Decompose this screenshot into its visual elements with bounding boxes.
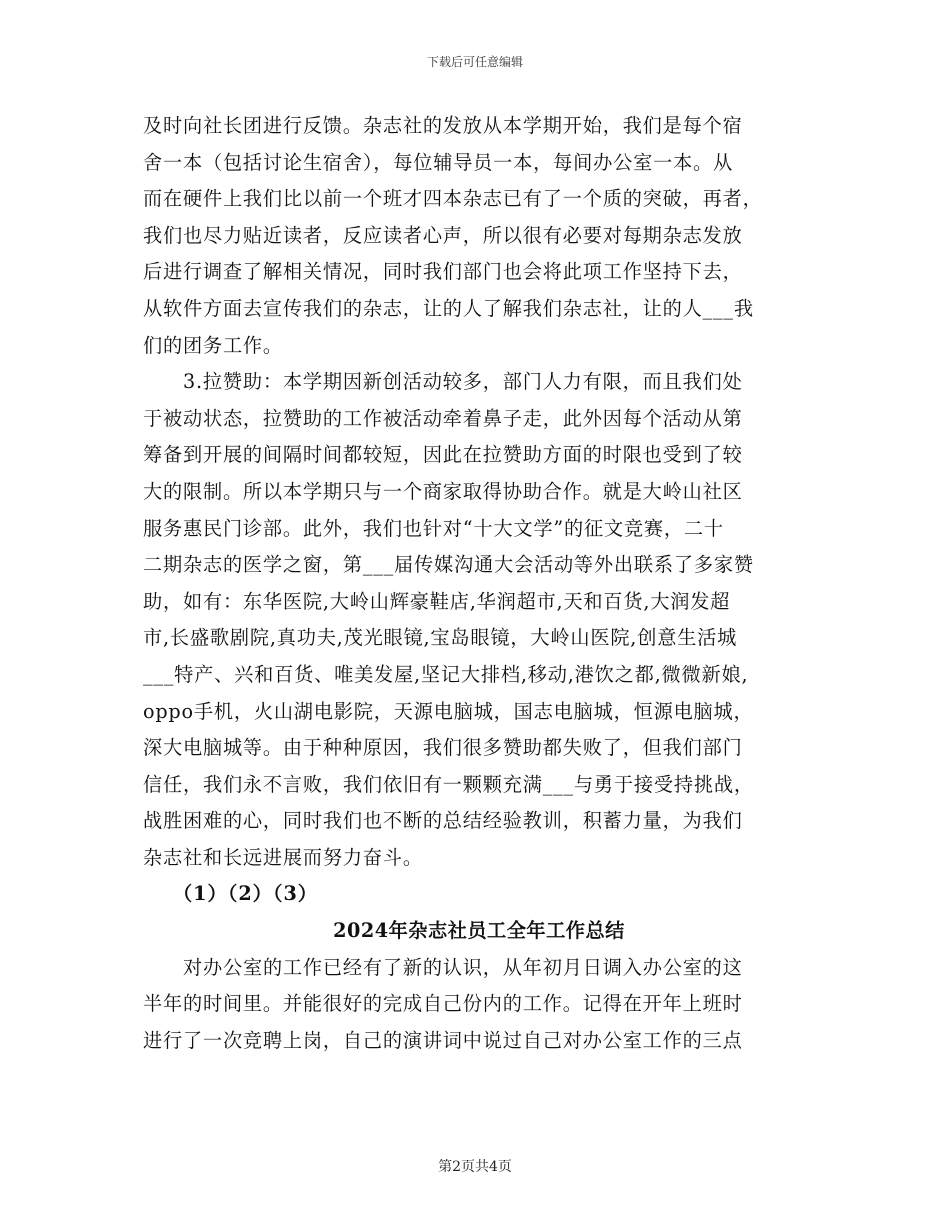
document-body [143,108,815,1059]
body-line: oppo手机，火山湖电影院，天源电脑城，国志电脑城，恒源电脑城， [143,699,754,723]
page-number: 第2页共4页 [438,1159,512,1175]
body-line: 二期杂志的医学之窗，第___届传媒沟通大会活动等外出联系了多家赞 [143,553,754,577]
body-line: 及时向社长团进行反馈。杂志社的发放从本学期开始，我们是每个宿 [143,114,743,137]
section-heading-line: 3.拉赞助：本学期因新创活动较多，部门人力有限，而且我们处 [183,370,743,394]
body-line: 于被动状态，拉赞助的工作被活动牵着鼻子走，此外因每个活动从第 [143,406,743,430]
page-header-note: 下载后可任意编辑 [426,55,523,69]
body-line: 深大电脑城等。由于种种原因，我们很多赞助都失败了，但我们部门 [143,736,743,760]
body-line: 大的限制。所以本学期只与一个商家取得协助合作。就是大岭山社区 [143,479,743,503]
body-line: 市,长盛歌剧院,真功夫,茂光眼镜,宝岛眼镜，大岭山医院,创意生活城 [143,626,738,650]
body-line: 后进行调查了解相关情况，同时我们部门也会将此项工作坚持下去， [143,260,743,284]
body-line: 而在硬件上我们比以前一个班才四本杂志已有了一个质的突破，再者， [143,187,763,211]
body-line: 服务惠民门诊部。此外，我们也针对“十大文学”的征文竞赛，二十 [143,516,724,540]
document-title: 2024年杂志社员工全年工作总结 [333,919,625,943]
list-markers: （1）（2）（3） [173,882,318,906]
body-line: 杂志社和长远进展而努力奋斗。 [143,845,423,869]
body-line: ___特产、兴和百货、唯美发屋,坚记大排档,移动,港饮之都,微微新娘, [143,662,749,686]
body-line: 们的团务工作。 [143,333,283,357]
body-line: 从软件方面去宣传我们的杂志，让的人了解我们杂志社，让的人___我 [143,296,754,320]
body-line: 进行了一次竞聘上岗，自己的演讲词中说过自己对办公室工作的三点 [143,1028,743,1052]
body-line: 信任，我们永不言败，我们依旧有一颗颗充满___与勇于接受持挑战， [143,772,754,796]
body-line: 我们也尽力贴近读者，反应读者心声，所以很有必要对每期杂志发放 [143,223,743,247]
body-line: 筹备到开展的间隔时间都较短，因此在拉赞助方面的时限也受到了较 [143,443,743,467]
body-line: 半年的时间里。并能很好的完成自己份内的工作。记得在开年上班时 [143,992,743,1016]
body-line: 助，如有：东华医院,大岭山辉豪鞋店,华润超市,天和百货,大润发超 [143,589,731,613]
body-line: 对办公室的工作已经有了新的认识，从年初月日调入办公室的这 [183,955,743,979]
body-line: 舍一本（包括讨论生宿舍），每位辅导员一本，每间办公室一本。从 [143,150,734,174]
body-line: 战胜困难的心，同时我们也不断的总结经验教训，积蓄力量，为我们 [143,809,743,833]
